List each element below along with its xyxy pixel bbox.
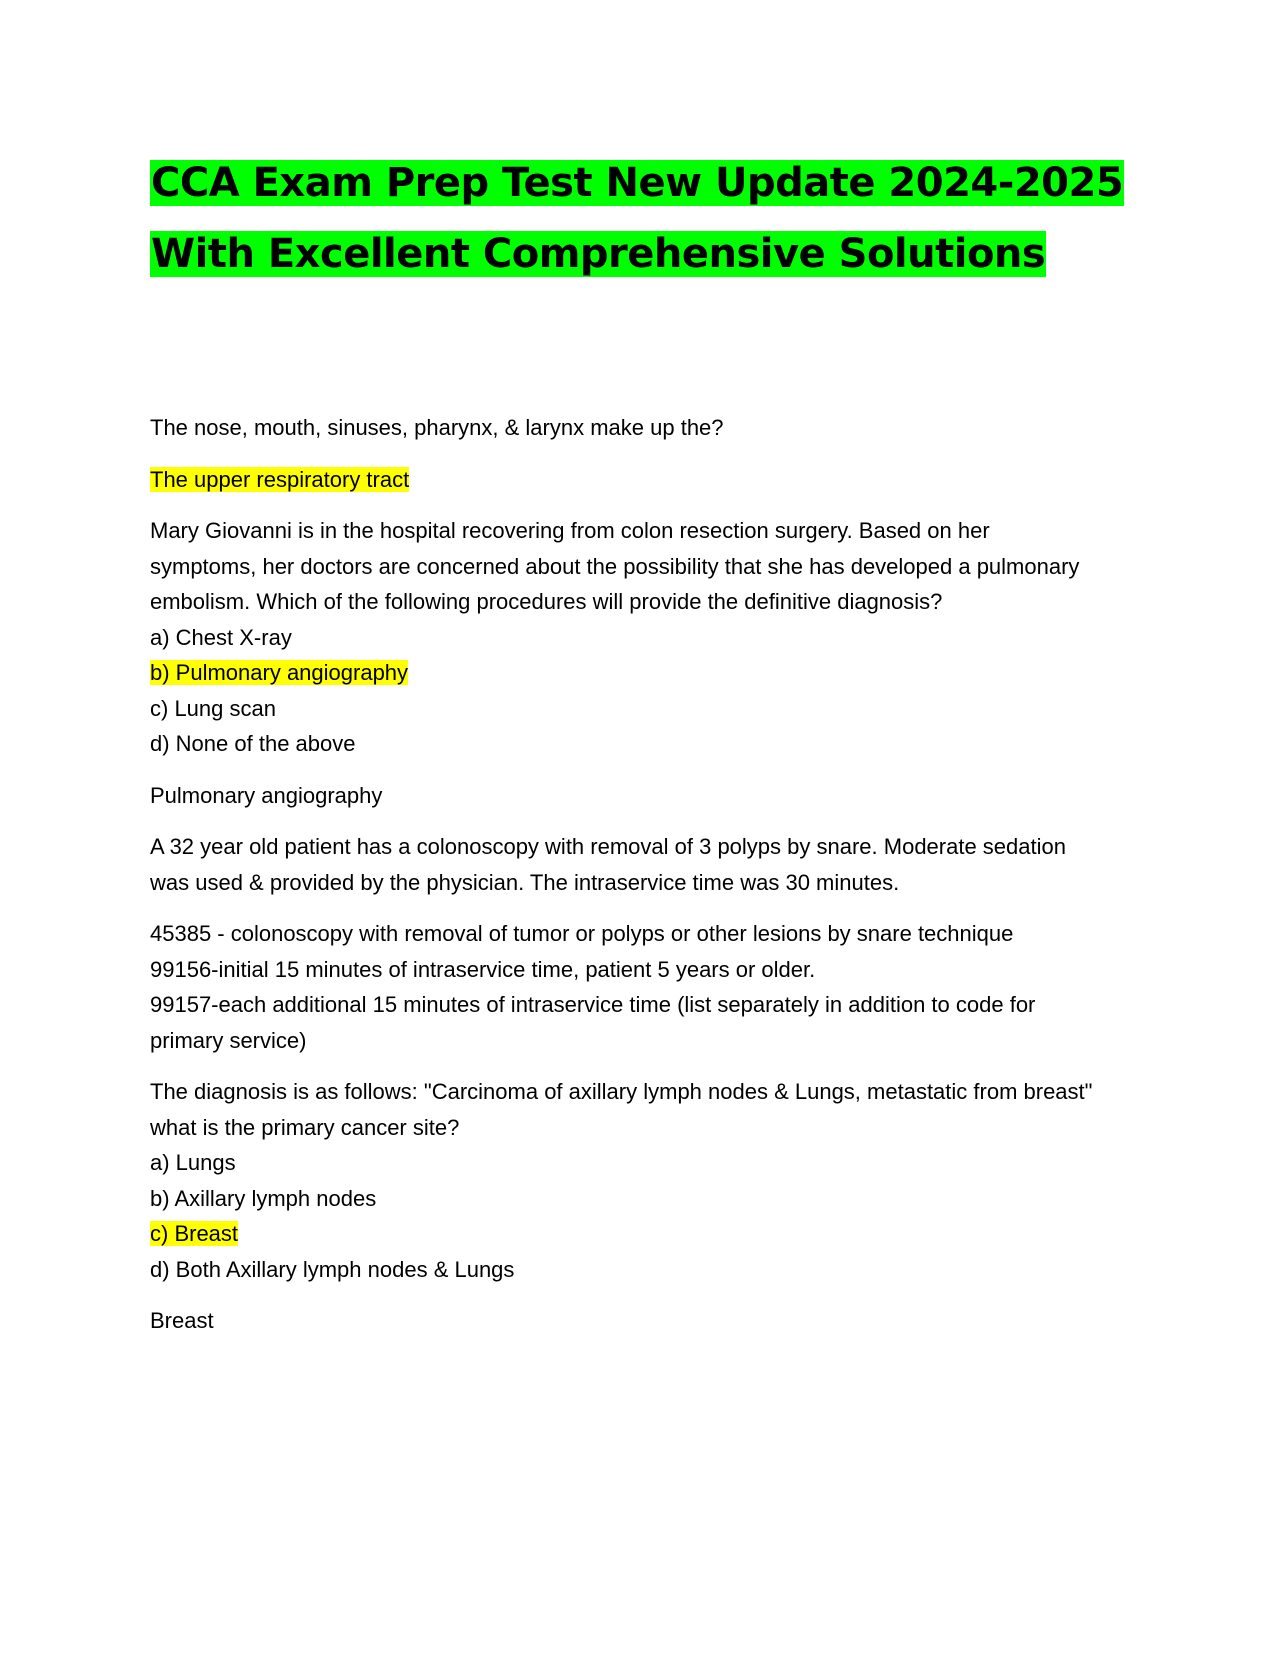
question-4-option-a: a) Lungs xyxy=(150,1150,236,1175)
question-3-line: A 32 year old patient has a colonoscopy with removal of 3 polyps by snare. Moderate sedation xyxy=(150,834,1066,859)
question-1 xyxy=(150,410,1150,446)
question-4-line: The diagnosis is as follows: "Carcinoma of axillary lymph nodes & Lungs, metastatic from breast" xyxy=(150,1079,1093,1104)
answer-2-text: Pulmonary angiography xyxy=(150,782,383,808)
question-4-line: what is the primary cancer site? xyxy=(150,1114,460,1140)
question-4-option-c: c) Breast xyxy=(150,1221,239,1246)
answer-2 xyxy=(150,778,1150,814)
answer-3-line: 99156-initial 15 minutes of intraservice time, patient 5 years or older. xyxy=(150,956,816,982)
question-2-option-d: d) None of the above xyxy=(150,731,356,756)
answer-3-line: 99157-each additional 15 minutes of intraservice time (list separately in addition to code for xyxy=(150,992,1036,1017)
question-4 xyxy=(150,1074,1150,1287)
question-3 xyxy=(150,829,1150,900)
question-2-line: embolism. Which of the following procedures will provide the definitive diagnosis? xyxy=(150,589,943,614)
question-1-text: The nose, mouth, sinuses, pharynx, & larynx make up the? xyxy=(150,415,724,440)
document-page xyxy=(150,148,1140,290)
question-2-line: Mary Giovanni is in the hospital recovering from colon resection surgery. Based on her xyxy=(150,518,990,543)
question-2-option-a: a) Chest X-ray xyxy=(150,624,292,650)
question-4-option-b: b) Axillary lymph nodes xyxy=(150,1185,377,1211)
document-body xyxy=(150,410,1150,1355)
question-2-line: symptoms, her doctors are concerned about the possibility that she has developed a pulmonary xyxy=(150,553,1080,579)
document-title xyxy=(150,148,1140,290)
answer-1 xyxy=(150,462,1150,498)
question-2 xyxy=(150,513,1150,762)
answer-1-text: The upper respiratory tract xyxy=(150,466,410,492)
title-line-1: CCA Exam Prep Test New Update 2024-2025 xyxy=(151,160,1124,206)
answer-4 xyxy=(150,1303,1150,1339)
question-2-option-c: c) Lung scan xyxy=(150,695,276,721)
question-4-option-d: d) Both Axillary lymph nodes & Lungs xyxy=(150,1256,515,1282)
answer-3 xyxy=(150,916,1150,1058)
question-3-line: was used & provided by the physician. The intraservice time was 30 minutes. xyxy=(150,869,900,895)
answer-3-line: 45385 - colonoscopy with removal of tumor or polyps or other lesions by snare technique xyxy=(150,921,1014,946)
title-line-2: With Excellent Comprehensive Solutions xyxy=(151,231,1046,277)
answer-3-line: primary service) xyxy=(150,1027,307,1053)
question-2-option-b: b) Pulmonary angiography xyxy=(150,660,409,685)
answer-4-text: Breast xyxy=(150,1308,214,1333)
